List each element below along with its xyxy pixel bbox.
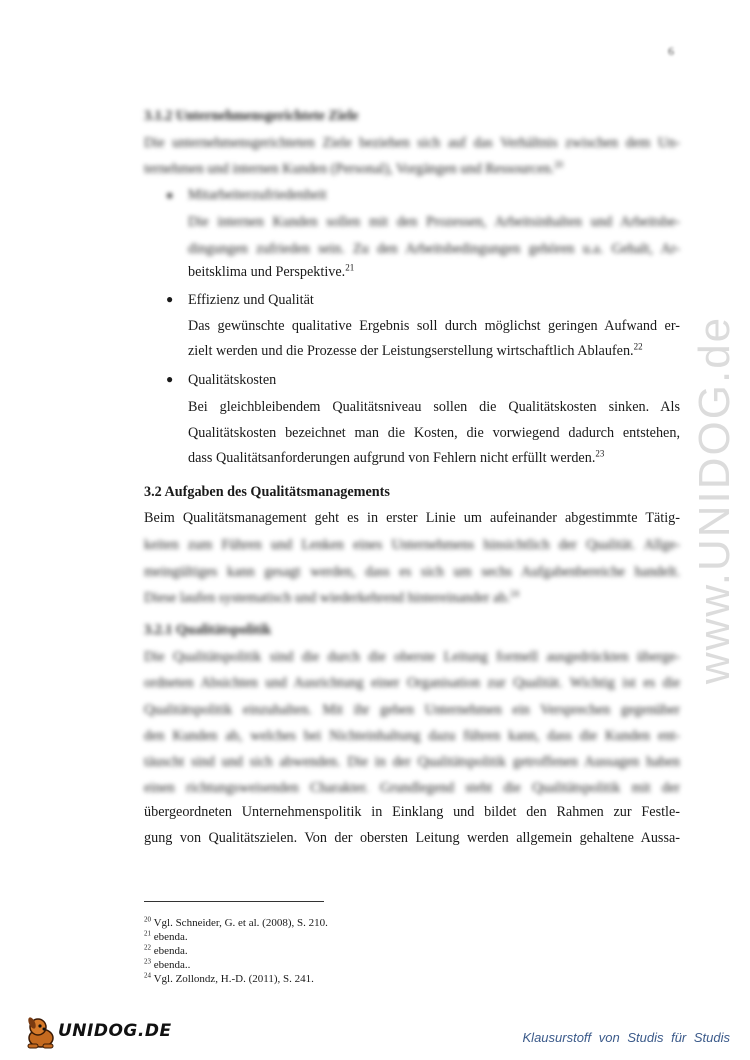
watermark: www.UNIDOG.de	[690, 315, 740, 685]
footer-slogan: Klausurstoff von Studis für Studis	[522, 1030, 730, 1045]
footnote-ref: 22	[633, 341, 643, 352]
footnote-ref: 23	[595, 448, 605, 459]
paragraph-line: ternehmen und internen Kunden (Personal), Vorgängen und Ressourcen.$^{20}$	[144, 159, 564, 177]
paragraph-line: Die unternehmensgerichteten Ziele beziehen sich auf das Verhältnis zwischen dem Un-	[144, 135, 680, 151]
bullet-text-line: dass Qualitätsanforderungen aufgrund von Fehlern nicht erfüllt werden.$^{23}$	[188, 448, 605, 466]
footnote: $^{21}$ ebenda.	[144, 929, 188, 943]
footnote: $^{20}$ Vgl. Schneider, G. et al. (2008), S. 210.	[144, 915, 328, 929]
bullet-dot: ●	[166, 372, 174, 386]
paragraph-line: übergeordneten Unternehmenspolitik in Einklang und bildet den Rahmen zur Festle-	[144, 804, 680, 820]
section-heading-3-2-1: 3.2.1 Qualitätspolitik	[144, 622, 272, 638]
paragraph-line: einen richtungsweisenden Charakter. Grundlegend steht die Qualitätspolitik mit der	[144, 780, 680, 796]
section-heading-3-1-2: 3.1.2 Unternehmensgerichtete Ziele	[144, 108, 359, 124]
bullet-title: Mitarbeiterzufriedenheit	[188, 187, 327, 203]
paragraph-line: den Kunden ab, welches bei Nichteinhaltung dazu führen kann, dass die Kunden ent-	[144, 728, 680, 744]
bullet-title: Effizienz und Qualität	[188, 292, 314, 308]
paragraph-line: Die Qualitätspolitik sind die durch die oberste Leitung formell ausgedrückten überge-	[144, 649, 680, 665]
bullet-text-line: Die internen Kunden sollen mit den Prozessen, Arbeitsinhalten und Arbeitsbe-	[188, 214, 680, 230]
bullet-text-line: Bei gleichbleibendem Qualitätsniveau sollen die Qualitätskosten sinken. Als	[188, 399, 680, 415]
footnote: $^{24}$ Vgl. Zollondz, H.-D. (2011), S. 241.	[144, 971, 314, 985]
section-heading-3-2: 3.2 Aufgaben des Qualitätsmanagements	[144, 484, 390, 500]
bullet-text-line: Qualitätskosten bezeichnet man die Kosten, die vorwiegend dadurch entstehen,	[188, 425, 680, 441]
footnote: $^{22}$ ebenda.	[144, 943, 188, 957]
footnote: $^{23}$ ebenda..	[144, 957, 191, 971]
paragraph-line: meingültiges kann gesagt werden, dass es sich um sechs Aufgabenbereiche handelt.	[144, 564, 680, 580]
bullet-title: Qualitätskosten	[188, 372, 277, 388]
page-number: 6	[668, 44, 674, 58]
paragraph-line: ordneten Absichten und Ausrichtung einer Organisation zur Qualität. Wichtig ist es die	[144, 675, 680, 691]
logo-text: UNIDOG.DE	[58, 1021, 172, 1041]
footnote-rule	[144, 901, 324, 902]
paragraph-line: keiten zum Führen und Lenken eines Unternehmens hinsichtlich der Qualität. Allge-	[144, 537, 680, 553]
footnote-ref: 24	[509, 588, 519, 599]
paragraph-line: täuscht sind und sich abwenden. Die in der Qualitätspolitik getroffenen Aussagen haben	[144, 754, 680, 770]
paragraph-line: Beim Qualitätsmanagement geht es in erster Linie um aufeinander abgestimmte Tätig-	[144, 510, 680, 526]
bullet-dot: ●	[166, 292, 174, 306]
bullet-text-line: beitsklima und Perspektive.$^{21}$	[188, 262, 355, 280]
bullet-text-line: Das gewünschte qualitative Ergebnis soll durch möglichst geringen Aufwand er-	[188, 318, 680, 334]
paragraph-line: gung von Qualitätszielen. Von der obersten Leitung werden allgemein gehaltene Aussa-	[144, 830, 680, 846]
bullet-text-line: dingungen zufrieden sein. Zu den Arbeitsbedingungen gehören u.a. Gehalt, Ar-	[188, 241, 680, 257]
bullet-text-line: zielt werden und die Prozesse der Leistungserstellung wirtschaftlich Ablaufen.$^{22}$	[188, 341, 643, 359]
paragraph-line: Diese laufen systematisch und wiederkehrend hintereinander ab.$^{24}$	[144, 588, 519, 606]
paragraph-line: Qualitätspolitik einzuhalten. Mit ihr geben Unternehmen ein Versprechen gegenüber	[144, 702, 680, 718]
bullet-dot: ●	[166, 188, 174, 202]
footnote-ref: 20	[554, 159, 564, 170]
footnote-ref: 21	[345, 262, 355, 273]
